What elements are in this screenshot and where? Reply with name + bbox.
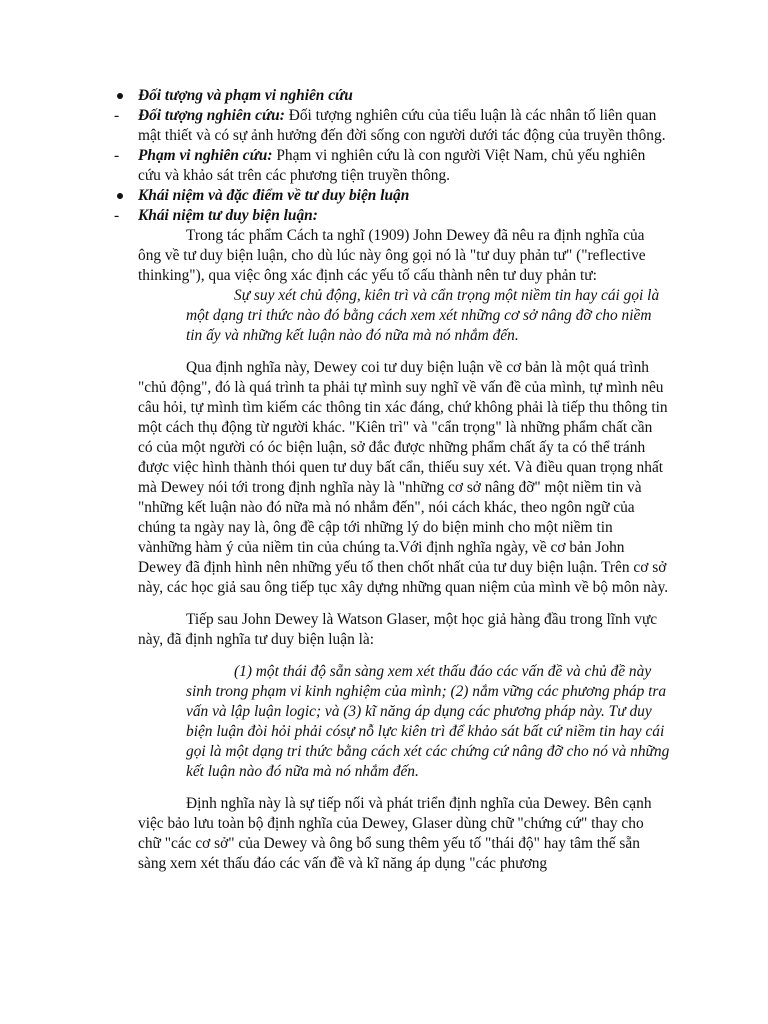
paragraph-dewey-intro: Trong tác phẩm Cách ta nghĩ (1909) John Dewey đã nêu ra định nghĩa của ông về tư duy biện luận, cho dù lúc này ông gọi nó là "tư duy phản tư" ("reflective thinking"), qua việc ông xác định các yếu tố cấu thành nên tư duy phản tư: [138,227,646,284]
paragraph-dewey-analysis: Qua định nghĩa này, Dewey coi tư duy biện luận về cơ bản là một quá trình "chủ động", đó là quá trình ta phải tự mình suy nghĩ về vấn đề của mình, tự mình nêu câu hỏi, tự mình tìm kiếm các thông tin xác đáng, chứ không phải là tiếp thu thông tin một cách thụ động từ người khác. "Kiên trì" và "cẩn trọng" là những phẩm chất cần có của một người có óc biện luận, sở đắc được những phẩm chất ấy ta có thể tránh được việc hình thành thói quen tư duy bất cẩn, thiếu suy xét. Và điều quan trọng nhất mà Dewey nói tới trong định nghĩa này là "những cơ sở nâng đỡ" một niềm tin và "những kết luận nào đó nữa mà nó nhắm đến", nói cách khác, theo ngôn ngữ của chúng ta ngày nay là, ông đề cập tới những lý do biện minh cho một niềm tin vànhững hàm ý của niềm tin của chúng ta.Với định nghĩa ngày, về cơ bản John Dewey đã định hình nên những yếu tố then chốt nhất của tư duy biện luận. Trên cơ sở này, các học giả sau ông tiếp tục xây dựng những quan niệm của mình về bộ môn này. [138,359,669,596]
list-item-research-object [114,106,670,146]
label-research-object: Đối tượng nghiên cứu: [138,107,285,124]
label-concept: Khái niệm tư duy biện luận: [138,207,318,224]
paragraph-glaser-analysis: Định nghĩa này là sự tiếp nối và phát triển định nghĩa của Dewey. Bên cạnh việc bảo lưu toàn bộ định nghĩa của Dewey, Glaser dùng chữ "chứng cứ" thay cho chữ "các cơ sở" của Dewey và ông bổ sung thêm yếu tố "thái độ" hay tâm thế sẵn sàng xem xét thấu đáo các vấn đề và kĩ năng áp dụng "các phương [138,795,652,872]
dash-icon: - [114,207,120,224]
list-item-research-scope [114,146,670,186]
paragraph-glaser-intro: Tiếp sau John Dewey là Watson Glaser, một học giả hàng đầu trong lĩnh vực này, đã định nghĩa tư duy biện luận là: [138,611,658,648]
label-research-scope: Phạm vi nghiên cứu: [138,147,273,164]
bullet-heading-scope [114,86,670,106]
text-research-object: Đối tượng nghiên cứu của tiểu luận là các nhân tố liên quan mật thiết và có sự ảnh hưởng đến đời sống con người dưới tác động của truyền thông. [138,107,666,144]
quote-glaser-definition: (1) một thái độ sẵn sàng xem xét thấu đáo các vấn đề và chủ đề này sinh trong phạm vi kinh nghiệm của mình; (2) nắm vững các phương pháp tra vấn và lập luận logic; và (3) kĩ năng áp dụng các phương pháp này. Tư duy biện luận đòi hỏi phải cósự nỗ lực kiên trì để khảo sát bất cứ niềm tin hay cái gọi là một dạng tri thức bằng cách xét các chứng cứ nâng đỡ cho nó và những kết luận nào đó nữa mà nó nhắm đến. [186,663,670,780]
text-research-scope: Phạm vi nghiên cứu là con người Việt Nam, chủ yếu nghiên cứu và khảo sát trên các phương tiện truyền thông. [138,147,646,184]
dash-icon: - [114,147,120,164]
quote-dewey-definition: Sự suy xét chủ động, kiên trì và cẩn trọng một niềm tin hay cái gọi là một dạng tri thức nào đó bằng cách xem xét những cơ sở nâng đỡ cho niềm tin ấy và những kết luận nào đó nữa mà nó nhắm đến. [186,287,660,344]
heading-concept: Khái niệm và đặc điểm về tư duy biện luận [138,187,410,204]
bullet-heading-concept [114,186,670,206]
document-body [114,86,670,874]
list-item-concept [114,206,670,226]
dash-icon: - [114,107,120,124]
heading-scope: Đối tượng và phạm vi nghiên cứu [138,87,353,104]
